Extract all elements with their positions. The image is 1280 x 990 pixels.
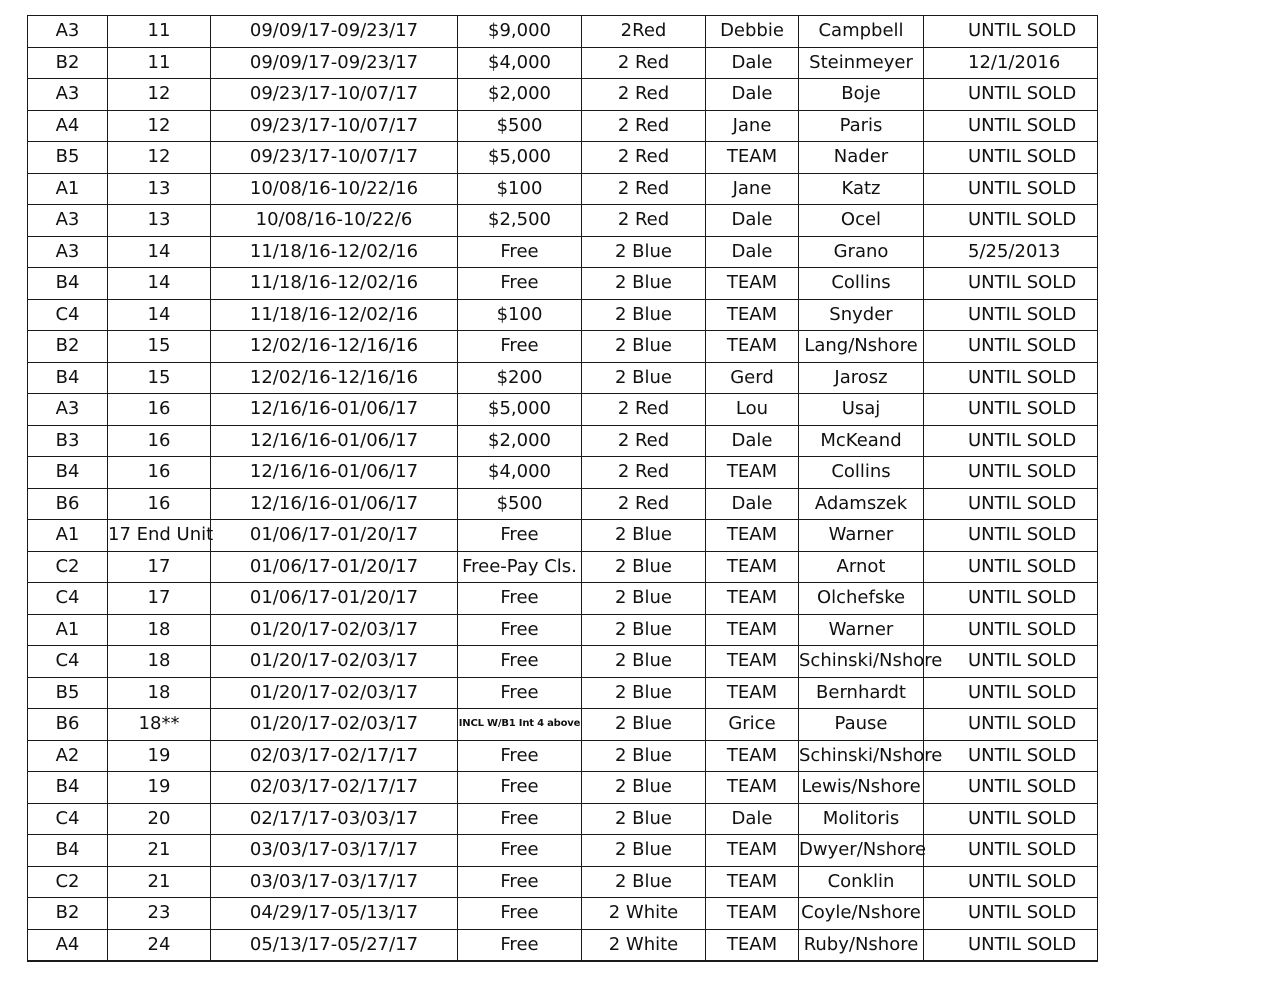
number-cell: 13 bbox=[108, 173, 211, 205]
table-row bbox=[28, 362, 1098, 394]
last-name-cell: Lewis/Nshore bbox=[799, 772, 924, 804]
last-name-cell: Ruby/Nshore bbox=[799, 929, 924, 961]
date-range-cell: 05/13/17-05/27/17 bbox=[211, 929, 458, 961]
last-name-cell: Steinmeyer bbox=[799, 47, 924, 79]
unit-cell: A3 bbox=[28, 16, 108, 48]
status-cell: UNTIL SOLD bbox=[924, 331, 1098, 363]
status-cell: UNTIL SOLD bbox=[924, 740, 1098, 772]
unit-cell: B6 bbox=[28, 488, 108, 520]
amount-cell: $4,000 bbox=[458, 47, 582, 79]
number-cell: 20 bbox=[108, 803, 211, 835]
unit-cell: A3 bbox=[28, 79, 108, 111]
last-name-cell: Conklin bbox=[799, 866, 924, 898]
date-range-cell: 12/02/16-12/16/16 bbox=[211, 331, 458, 363]
number-cell: 18** bbox=[108, 709, 211, 741]
amount-cell: $4,000 bbox=[458, 457, 582, 489]
date-range-cell: 01/06/17-01/20/17 bbox=[211, 583, 458, 615]
amount-cell: $2,000 bbox=[458, 79, 582, 111]
unit-cell: B4 bbox=[28, 268, 108, 300]
number-cell: 15 bbox=[108, 362, 211, 394]
number-cell: 18 bbox=[108, 646, 211, 678]
unit-cell: A1 bbox=[28, 614, 108, 646]
last-name-cell: Collins bbox=[799, 268, 924, 300]
amount-cell: Free bbox=[458, 866, 582, 898]
amount-cell: $2,000 bbox=[458, 425, 582, 457]
last-name-cell: Coyle/Nshore bbox=[799, 898, 924, 930]
last-name-cell: Katz bbox=[799, 173, 924, 205]
first-name-cell: TEAM bbox=[706, 614, 799, 646]
status-cell: UNTIL SOLD bbox=[924, 110, 1098, 142]
status-cell: UNTIL SOLD bbox=[924, 425, 1098, 457]
amount-cell: Free bbox=[458, 772, 582, 804]
table-row bbox=[28, 79, 1098, 111]
date-range-cell: 01/20/17-02/03/17 bbox=[211, 614, 458, 646]
date-range-cell: 04/29/17-05/13/17 bbox=[211, 898, 458, 930]
amount-cell: Free bbox=[458, 331, 582, 363]
number-cell: 17 bbox=[108, 583, 211, 615]
date-range-cell: 09/09/17-09/23/17 bbox=[211, 47, 458, 79]
last-name-cell: Schinski/Nshore bbox=[799, 740, 924, 772]
color-cell: 2 Blue bbox=[582, 520, 706, 552]
color-cell: 2 Blue bbox=[582, 331, 706, 363]
amount-cell: Free bbox=[458, 268, 582, 300]
unit-cell: C4 bbox=[28, 583, 108, 615]
first-name-cell: TEAM bbox=[706, 898, 799, 930]
last-name-cell: Arnot bbox=[799, 551, 924, 583]
last-name-cell: Dwyer/Nshore bbox=[799, 835, 924, 867]
first-name-cell: Dale bbox=[706, 488, 799, 520]
status-cell: UNTIL SOLD bbox=[924, 362, 1098, 394]
amount-cell: $500 bbox=[458, 488, 582, 520]
unit-cell: B5 bbox=[28, 677, 108, 709]
color-cell: 2 Blue bbox=[582, 803, 706, 835]
number-cell: 17 bbox=[108, 551, 211, 583]
date-range-cell: 03/03/17-03/17/17 bbox=[211, 835, 458, 867]
amount-cell: Free bbox=[458, 236, 582, 268]
color-cell: 2 White bbox=[582, 898, 706, 930]
number-cell: 12 bbox=[108, 79, 211, 111]
schedule-table bbox=[27, 15, 1098, 962]
last-name-cell: Grano bbox=[799, 236, 924, 268]
color-cell: 2 Red bbox=[582, 394, 706, 426]
unit-cell: A1 bbox=[28, 173, 108, 205]
table-body bbox=[28, 16, 1098, 962]
table-row bbox=[28, 205, 1098, 237]
status-cell: UNTIL SOLD bbox=[924, 16, 1098, 48]
amount-cell: Free bbox=[458, 677, 582, 709]
date-range-cell: 09/09/17-09/23/17 bbox=[211, 16, 458, 48]
status-cell: UNTIL SOLD bbox=[924, 929, 1098, 961]
color-cell: 2 Blue bbox=[582, 677, 706, 709]
first-name-cell: TEAM bbox=[706, 551, 799, 583]
table-row bbox=[28, 898, 1098, 930]
last-name-cell: McKeand bbox=[799, 425, 924, 457]
number-cell: 12 bbox=[108, 110, 211, 142]
last-name-cell: Lang/Nshore bbox=[799, 331, 924, 363]
first-name-cell: TEAM bbox=[706, 740, 799, 772]
color-cell: 2 White bbox=[582, 929, 706, 961]
number-cell: 21 bbox=[108, 866, 211, 898]
status-cell: UNTIL SOLD bbox=[924, 866, 1098, 898]
amount-cell: $2,500 bbox=[458, 205, 582, 237]
first-name-cell: TEAM bbox=[706, 583, 799, 615]
number-cell: 19 bbox=[108, 740, 211, 772]
first-name-cell: TEAM bbox=[706, 835, 799, 867]
unit-cell: B2 bbox=[28, 898, 108, 930]
number-cell: 14 bbox=[108, 268, 211, 300]
first-name-cell: TEAM bbox=[706, 866, 799, 898]
first-name-cell: Debbie bbox=[706, 16, 799, 48]
color-cell: 2 Blue bbox=[582, 740, 706, 772]
first-name-cell: TEAM bbox=[706, 929, 799, 961]
table-row bbox=[28, 866, 1098, 898]
date-range-cell: 10/08/16-10/22/16 bbox=[211, 173, 458, 205]
date-range-cell: 12/16/16-01/06/17 bbox=[211, 457, 458, 489]
amount-cell: Free-Pay Cls. bbox=[458, 551, 582, 583]
unit-cell: A4 bbox=[28, 110, 108, 142]
unit-cell: A1 bbox=[28, 520, 108, 552]
number-cell: 18 bbox=[108, 677, 211, 709]
amount-cell: Free bbox=[458, 835, 582, 867]
first-name-cell: TEAM bbox=[706, 299, 799, 331]
table-row bbox=[28, 394, 1098, 426]
color-cell: 2 Blue bbox=[582, 866, 706, 898]
color-cell: 2 Blue bbox=[582, 299, 706, 331]
date-range-cell: 09/23/17-10/07/17 bbox=[211, 110, 458, 142]
date-range-cell: 10/08/16-10/22/6 bbox=[211, 205, 458, 237]
unit-cell: A3 bbox=[28, 394, 108, 426]
unit-cell: A3 bbox=[28, 205, 108, 237]
date-range-cell: 12/16/16-01/06/17 bbox=[211, 425, 458, 457]
status-cell: UNTIL SOLD bbox=[924, 583, 1098, 615]
table-row bbox=[28, 110, 1098, 142]
date-range-cell: 02/03/17-02/17/17 bbox=[211, 740, 458, 772]
color-cell: 2 Blue bbox=[582, 646, 706, 678]
amount-cell: Free bbox=[458, 614, 582, 646]
last-name-cell: Ocel bbox=[799, 205, 924, 237]
status-cell: UNTIL SOLD bbox=[924, 173, 1098, 205]
table-row bbox=[28, 47, 1098, 79]
amount-cell: Free bbox=[458, 646, 582, 678]
first-name-cell: Dale bbox=[706, 205, 799, 237]
table-row bbox=[28, 457, 1098, 489]
table-row bbox=[28, 583, 1098, 615]
table-row bbox=[28, 173, 1098, 205]
date-range-cell: 02/03/17-02/17/17 bbox=[211, 772, 458, 804]
number-cell: 13 bbox=[108, 205, 211, 237]
status-cell: UNTIL SOLD bbox=[924, 457, 1098, 489]
amount-cell: $100 bbox=[458, 299, 582, 331]
table-row bbox=[28, 646, 1098, 678]
status-cell: UNTIL SOLD bbox=[924, 394, 1098, 426]
last-name-cell: Pause bbox=[799, 709, 924, 741]
color-cell: 2 Red bbox=[582, 110, 706, 142]
date-range-cell: 03/03/17-03/17/17 bbox=[211, 866, 458, 898]
table-row bbox=[28, 803, 1098, 835]
last-name-cell: Usaj bbox=[799, 394, 924, 426]
status-cell: UNTIL SOLD bbox=[924, 898, 1098, 930]
status-cell: UNTIL SOLD bbox=[924, 835, 1098, 867]
status-cell: UNTIL SOLD bbox=[924, 677, 1098, 709]
amount-cell: Free bbox=[458, 898, 582, 930]
unit-cell: B6 bbox=[28, 709, 108, 741]
status-cell: UNTIL SOLD bbox=[924, 709, 1098, 741]
number-cell: 14 bbox=[108, 299, 211, 331]
table-row bbox=[28, 331, 1098, 363]
last-name-cell: Molitoris bbox=[799, 803, 924, 835]
date-range-cell: 01/20/17-02/03/17 bbox=[211, 646, 458, 678]
unit-cell: B4 bbox=[28, 772, 108, 804]
first-name-cell: Dale bbox=[706, 425, 799, 457]
last-name-cell: Campbell bbox=[799, 16, 924, 48]
number-cell: 18 bbox=[108, 614, 211, 646]
status-cell: UNTIL SOLD bbox=[924, 205, 1098, 237]
number-cell: 16 bbox=[108, 488, 211, 520]
last-name-cell: Boje bbox=[799, 79, 924, 111]
unit-cell: C2 bbox=[28, 551, 108, 583]
number-cell: 17 End Unit bbox=[108, 520, 211, 552]
first-name-cell: Grice bbox=[706, 709, 799, 741]
status-cell: UNTIL SOLD bbox=[924, 646, 1098, 678]
number-cell: 15 bbox=[108, 331, 211, 363]
color-cell: 2 Red bbox=[582, 205, 706, 237]
number-cell: 11 bbox=[108, 47, 211, 79]
first-name-cell: TEAM bbox=[706, 772, 799, 804]
color-cell: 2 Red bbox=[582, 488, 706, 520]
number-cell: 23 bbox=[108, 898, 211, 930]
date-range-cell: 09/23/17-10/07/17 bbox=[211, 79, 458, 111]
last-name-cell: Bernhardt bbox=[799, 677, 924, 709]
table-row bbox=[28, 677, 1098, 709]
table-row bbox=[28, 772, 1098, 804]
color-cell: 2 Blue bbox=[582, 709, 706, 741]
first-name-cell: TEAM bbox=[706, 646, 799, 678]
first-name-cell: Dale bbox=[706, 79, 799, 111]
first-name-cell: Dale bbox=[706, 236, 799, 268]
amount-cell: $200 bbox=[458, 362, 582, 394]
first-name-cell: Gerd bbox=[706, 362, 799, 394]
unit-cell: B4 bbox=[28, 835, 108, 867]
unit-cell: C4 bbox=[28, 299, 108, 331]
unit-cell: A3 bbox=[28, 236, 108, 268]
unit-cell: B4 bbox=[28, 457, 108, 489]
amount-cell: $100 bbox=[458, 173, 582, 205]
status-cell: 5/25/2013 bbox=[924, 236, 1098, 268]
table-row bbox=[28, 835, 1098, 867]
status-cell: UNTIL SOLD bbox=[924, 299, 1098, 331]
color-cell: 2 Blue bbox=[582, 583, 706, 615]
table-row bbox=[28, 16, 1098, 48]
amount-cell: INCL W/B1 Int 4 above bbox=[458, 709, 582, 741]
status-cell: 12/1/2016 bbox=[924, 47, 1098, 79]
first-name-cell: TEAM bbox=[706, 677, 799, 709]
date-range-cell: 12/16/16-01/06/17 bbox=[211, 488, 458, 520]
amount-cell: $5,000 bbox=[458, 142, 582, 174]
date-range-cell: 09/23/17-10/07/17 bbox=[211, 142, 458, 174]
color-cell: 2 Blue bbox=[582, 268, 706, 300]
status-cell: UNTIL SOLD bbox=[924, 803, 1098, 835]
number-cell: 14 bbox=[108, 236, 211, 268]
color-cell: 2 Blue bbox=[582, 236, 706, 268]
amount-cell: $500 bbox=[458, 110, 582, 142]
number-cell: 11 bbox=[108, 16, 211, 48]
last-name-cell: Warner bbox=[799, 614, 924, 646]
status-cell: UNTIL SOLD bbox=[924, 268, 1098, 300]
first-name-cell: TEAM bbox=[706, 142, 799, 174]
color-cell: 2 Red bbox=[582, 457, 706, 489]
last-name-cell: Warner bbox=[799, 520, 924, 552]
first-name-cell: Jane bbox=[706, 110, 799, 142]
status-cell: UNTIL SOLD bbox=[924, 488, 1098, 520]
table-row bbox=[28, 929, 1098, 961]
color-cell: 2 Red bbox=[582, 47, 706, 79]
last-name-cell: Nader bbox=[799, 142, 924, 174]
last-name-cell: Adamszek bbox=[799, 488, 924, 520]
number-cell: 12 bbox=[108, 142, 211, 174]
unit-cell: B2 bbox=[28, 47, 108, 79]
table-row bbox=[28, 299, 1098, 331]
color-cell: 2 Red bbox=[582, 142, 706, 174]
amount-cell: $9,000 bbox=[458, 16, 582, 48]
unit-cell: B5 bbox=[28, 142, 108, 174]
table-row bbox=[28, 268, 1098, 300]
number-cell: 16 bbox=[108, 457, 211, 489]
amount-cell: $5,000 bbox=[458, 394, 582, 426]
last-name-cell: Olchefske bbox=[799, 583, 924, 615]
last-name-cell: Collins bbox=[799, 457, 924, 489]
unit-cell: B4 bbox=[28, 362, 108, 394]
last-name-cell: Schinski/Nshore bbox=[799, 646, 924, 678]
color-cell: 2 Blue bbox=[582, 362, 706, 394]
color-cell: 2 Blue bbox=[582, 614, 706, 646]
date-range-cell: 01/20/17-02/03/17 bbox=[211, 677, 458, 709]
amount-cell: Free bbox=[458, 520, 582, 552]
status-cell: UNTIL SOLD bbox=[924, 551, 1098, 583]
status-cell: UNTIL SOLD bbox=[924, 772, 1098, 804]
table-row bbox=[28, 142, 1098, 174]
first-name-cell: TEAM bbox=[706, 331, 799, 363]
date-range-cell: 11/18/16-12/02/16 bbox=[211, 268, 458, 300]
unit-cell: B2 bbox=[28, 331, 108, 363]
table-row bbox=[28, 740, 1098, 772]
status-cell: UNTIL SOLD bbox=[924, 614, 1098, 646]
unit-cell: A4 bbox=[28, 929, 108, 961]
number-cell: 16 bbox=[108, 394, 211, 426]
unit-cell: A2 bbox=[28, 740, 108, 772]
table-row bbox=[28, 520, 1098, 552]
date-range-cell: 02/17/17-03/03/17 bbox=[211, 803, 458, 835]
unit-cell: C4 bbox=[28, 803, 108, 835]
number-cell: 19 bbox=[108, 772, 211, 804]
table-row bbox=[28, 551, 1098, 583]
table-row bbox=[28, 425, 1098, 457]
last-name-cell: Snyder bbox=[799, 299, 924, 331]
color-cell: 2Red bbox=[582, 16, 706, 48]
first-name-cell: TEAM bbox=[706, 268, 799, 300]
first-name-cell: Lou bbox=[706, 394, 799, 426]
unit-cell: C2 bbox=[28, 866, 108, 898]
status-cell: UNTIL SOLD bbox=[924, 79, 1098, 111]
table-row bbox=[28, 614, 1098, 646]
first-name-cell: Dale bbox=[706, 47, 799, 79]
color-cell: 2 Red bbox=[582, 425, 706, 457]
number-cell: 21 bbox=[108, 835, 211, 867]
amount-cell: Free bbox=[458, 929, 582, 961]
date-range-cell: 11/18/16-12/02/16 bbox=[211, 236, 458, 268]
first-name-cell: Jane bbox=[706, 173, 799, 205]
amount-cell: Free bbox=[458, 583, 582, 615]
color-cell: 2 Blue bbox=[582, 551, 706, 583]
first-name-cell: TEAM bbox=[706, 457, 799, 489]
table-row bbox=[28, 236, 1098, 268]
table-row bbox=[28, 488, 1098, 520]
date-range-cell: 01/06/17-01/20/17 bbox=[211, 520, 458, 552]
first-name-cell: TEAM bbox=[706, 520, 799, 552]
date-range-cell: 12/16/16-01/06/17 bbox=[211, 394, 458, 426]
amount-cell: Free bbox=[458, 740, 582, 772]
color-cell: 2 Blue bbox=[582, 835, 706, 867]
number-cell: 24 bbox=[108, 929, 211, 961]
color-cell: 2 Blue bbox=[582, 772, 706, 804]
date-range-cell: 12/02/16-12/16/16 bbox=[211, 362, 458, 394]
status-cell: UNTIL SOLD bbox=[924, 142, 1098, 174]
unit-cell: C4 bbox=[28, 646, 108, 678]
unit-cell: B3 bbox=[28, 425, 108, 457]
number-cell: 16 bbox=[108, 425, 211, 457]
date-range-cell: 01/20/17-02/03/17 bbox=[211, 709, 458, 741]
color-cell: 2 Red bbox=[582, 79, 706, 111]
color-cell: 2 Red bbox=[582, 173, 706, 205]
last-name-cell: Paris bbox=[799, 110, 924, 142]
date-range-cell: 11/18/16-12/02/16 bbox=[211, 299, 458, 331]
amount-cell: Free bbox=[458, 803, 582, 835]
status-cell: UNTIL SOLD bbox=[924, 520, 1098, 552]
last-name-cell: Jarosz bbox=[799, 362, 924, 394]
date-range-cell: 01/06/17-01/20/17 bbox=[211, 551, 458, 583]
table-row bbox=[28, 709, 1098, 741]
first-name-cell: Dale bbox=[706, 803, 799, 835]
